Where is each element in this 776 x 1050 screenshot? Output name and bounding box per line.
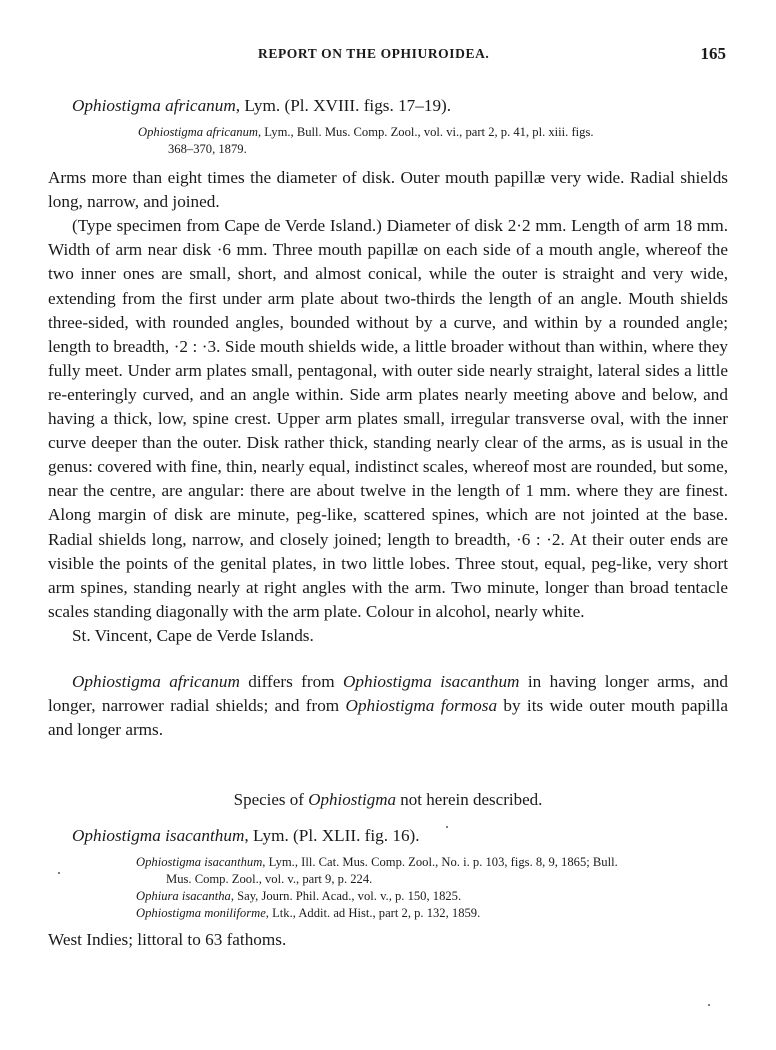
body-text: [48, 86, 728, 953]
page-header: [0, 44, 776, 68]
running-title: REPORT ON THE OPHIUROIDEA.: [258, 46, 490, 61]
section-subheading: [48, 788, 728, 812]
comparison-text-3: by its wide outer mouth papilla and longer arms.: [48, 696, 729, 740]
species-heading-africanum: [72, 94, 728, 118]
comparison-paragraph: [48, 670, 728, 742]
synonymy-block-2: [136, 854, 728, 922]
locality-paragraph: St. Vincent, Cape de Verde Islands.: [72, 625, 314, 645]
description-paragraph: (Type specimen from Cape de Verde Island.) Diameter of disk 2·2 mm. Length of arm 18 mm. Width of arm near disk ·6 mm. Three mouth papillæ on each side of a mouth angle, whereof the two inner ones are small, short, and almost conical, while the outer is straight and very wide, extending from the first under arm plate about two-thirds the length of an angle. Mouth shields three-sided, with rounded angles, bounded without by a curve, and within by a rounded angle; length to breadth, ·2 : ·3. Side mouth shields wide, a little broader without than within, where they fully meet. Under arm plates small, pentagonal, with outer side nearly straight, lateral sides a little re-enteringly curved, and an angle within. Side arm plates nearly meeting above and below, and having a thick, low, spine crest. Upper arm plates small, irregular transverse oval, with the inner curve deeper than the outer. Disk rather thick, standing nearly clear of the arms, as is usual in the genus: covered with fine, thin, nearly equal, indistinct scales, whereof most are rounded, but some, near the centre, are angular: there are about twelve in the length of 1 mm. where they are finest. Along margin of disk are minute, peg-like, scattered spines, which are not jointed at the base. Radial shields long, narrow, and closely joined; length to breadth, ·6 : ·2. At their outer ends are visible the points of the genital plates, in two little lobes. Three stout, equal, peg-like, very short arm spines, standing nearly at right angles with the arm. Two minute, longer than broad tentacle scales standing diagonally with the arm plate. Colour in alcohol, nearly white.: [48, 216, 728, 621]
comparison-text-1: differs from: [239, 671, 343, 691]
synonym-line-2: [136, 888, 728, 905]
print-speck: [58, 872, 60, 874]
print-speck: [446, 826, 448, 828]
synonym-3-ref: , Ltk., Addit. ad Hist., part 2, p. 132, 1859.: [265, 906, 481, 921]
synonym-name: Ophiostigma africanum: [138, 125, 258, 140]
subheading-pre: Species of: [233, 790, 309, 810]
synonym-line-1: [136, 854, 728, 871]
print-speck: [708, 1004, 710, 1006]
synonym-reference: , Lym., Bull. Mus. Comp. Zool., vol. vi., part 2, p. 41, pl. xiii. figs.: [258, 125, 594, 140]
species-name: Ophiostigma africanum: [72, 96, 236, 115]
synonymy-block: [138, 124, 728, 158]
comparison-species-b: Ophiostigma isacanthum: [343, 671, 520, 691]
comparison-text-2: in having longer arms, and longer, narrower radial shields; and from: [48, 671, 728, 716]
species-name-2: Ophiostigma isacanthum: [72, 826, 245, 846]
synonym-reference-cont: 368–370, 1879.: [168, 142, 247, 157]
species-author: , Lym. (Pl. XVIII. figs. 17–19).: [235, 96, 452, 115]
synonym-2-name: Ophiura isacantha: [136, 889, 231, 904]
locality-paragraph-2: West Indies; littoral to 63 fathoms.: [48, 930, 287, 950]
comparison-species-c: Ophiostigma formosa: [345, 696, 498, 716]
subheading-genus: Ophiostigma: [308, 790, 397, 810]
synonym-1-ref: , Lym., Ill. Cat. Mus. Comp. Zool., No. i. p. 103, figs. 8, 9, 1865; Bull.: [262, 855, 618, 870]
synonym-2-ref: , Say, Journ. Phil. Acad., vol. v., p. 150, 1825.: [230, 889, 462, 904]
synonym-3-name: Ophiostigma moniliforme: [136, 906, 266, 921]
species-author-2: , Lym. (Pl. XLII. fig. 16).: [244, 826, 420, 846]
species-heading-isacanthum: [72, 824, 728, 848]
synonym-line-3: [136, 905, 728, 922]
synonym-line-1-cont: Mus. Comp. Zool., vol. v., part 9, p. 224.: [166, 872, 373, 887]
page-number: 165: [700, 44, 726, 63]
comparison-species-a: Ophiostigma africanum: [72, 671, 240, 691]
synonym-1-name: Ophiostigma isacanthum: [136, 855, 263, 870]
diagnosis-paragraph: Arms more than eight times the diameter of disk. Outer mouth papillæ very wide. Radial shields long, narrow, and joined.: [48, 168, 728, 212]
subheading-post: not herein described.: [396, 790, 543, 810]
